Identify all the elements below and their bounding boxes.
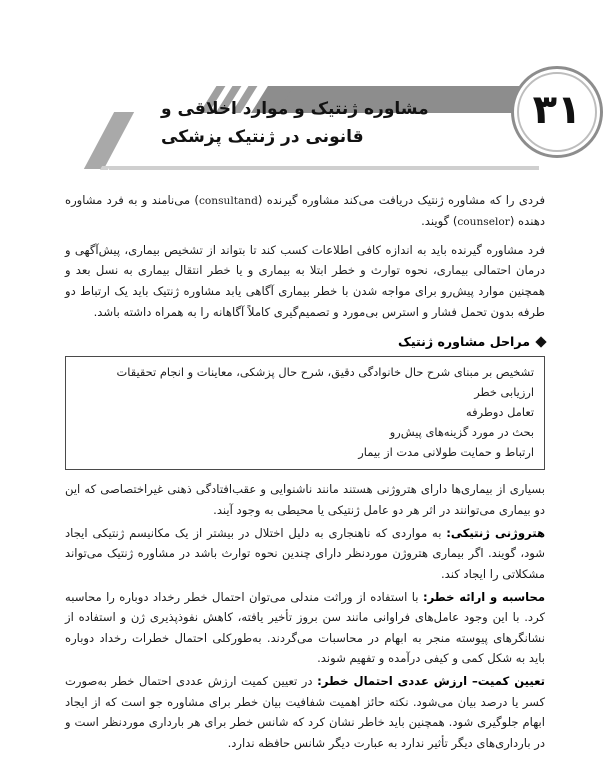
section-heading-label: مراحل مشاوره ژنتیک (397, 334, 530, 350)
list-item: بحث در مورد گزینه‌های پیش‌رو (389, 424, 534, 439)
term-counselor: counselor (457, 215, 510, 228)
paragraph-risk-quantification (65, 671, 545, 754)
paragraph-body-genetic-heterogeneity: به مواردی که ناهنجاری به دلیل اختلال در بیشتر از یک مکانیسم ژنتیکی ایجاد شود، گویند. اگر بیماری هتروژن موردنظر دارای چندین نحوه توارث باشد در مشاوره ژنتیک می‌تواند مشکلاتی را ایجاد کند. (65, 525, 545, 581)
paragraph-heterogeneity-intro: بسیاری از بیماری‌ها دارای هتروژنی هستند مانند ناشنوایی و عقب‌افتادگی ذهنی غیراختصاصی که این دو بیماری می‌توانند در اثر هر دو عامل ژنتیکی یا محیطی به وجود آیند. (65, 482, 545, 518)
paragraph-body-risk-quantification: در تعیین کمیت ارزش عددی احتمال خطر به‌صورت کسر یا درصد بیان می‌شود. نکته حائز اهمیت شفافیت بیان خطر برای مشاوره جو است که از ایجاد ابهام جلوگیری شود. همچنین باید خاطر نشان کرد که شانس خطر برای هر بارداری موردنظر است و در بارداری‌های دیگر تأثیر ندارد به عبارت دیگر شانس حافظه ندارد. (65, 674, 545, 750)
paragraph-1-part-3: ) گویند. (421, 213, 458, 228)
page-content (65, 190, 545, 754)
counseling-steps-list (76, 363, 534, 462)
paragraph-genetic-heterogeneity (65, 523, 545, 585)
counseling-steps-box (65, 356, 545, 470)
term-consultand: consultand (198, 195, 258, 207)
banner-bottom-rule (109, 166, 539, 170)
paragraph-definition (65, 190, 545, 232)
paragraph-1-part-2: ) می‌نامند و به فرد مشاوره دهنده ( (65, 193, 545, 228)
paragraph-body-risk-calculation: با استفاده از وراثت مندلی می‌توان احتمال خطر رخداد دوباره را محاسبه کرد. با این وجود عامل‌های فراوانی مانند سن بروز تأخیر یافته، کاهش نفوذپذیری ژن و استفاده از نشانگرهای پیوسته منجر به ابهام در محاسبات می‌گردند. به‌طورکلی احتمال خطرات رخداد دوباره باید به شکل کمی و کیفی درآمده و تفهیم شوند. (65, 589, 545, 666)
paragraph-1-part-1: فردی را که مشاوره ژنتیک دریافت می‌کند مشاوره گیرنده ( (257, 193, 545, 207)
diamond-bullet-icon (535, 336, 546, 347)
paragraph-lead-risk-quantification: تعیین کمیت– ارزش عددی احتمال خطر: (317, 674, 545, 689)
list-item: ارتباط و حمایت طولانی مدت از بیمار (358, 444, 534, 459)
chapter-number: ۳۱ (532, 87, 582, 133)
banner-diagonal-accent (84, 112, 134, 169)
paragraph-lead-risk-calculation: محاسبه و ارائه خطر: (422, 589, 545, 604)
paragraph-counselee-requirements: فرد مشاوره گیرنده باید به اندازه کافی اطلاعات کسب کند تا بتواند از تشخیص بیماری، پیش‌آگهی و درمان احتمالی بیماری، نحوه توارث و خطر ابتلا به بیماری و یا خطر انتقال بیماری به نسل بعد و همچنین موارد پیش‌رو برای مواجه شدن با خطر بیماری آگاهی یابد مشاوره ژنتیک باید یک ارتباط دو طرفه بدون تحمل فشار و استرس بی‌مورد و تصمیم‌گیری کاملاً آگاهانه را به همراه داشته باشد. (65, 242, 545, 319)
chapter-title-line-2: قانونی در ژنتیک پزشکی (161, 126, 364, 147)
chapter-badge-inner-ring (517, 72, 597, 152)
chapter-banner (0, 66, 611, 184)
list-item: تشخیص بر مبنای شرح حال خانوادگی دقیق، شرح حال پزشکی، معاینات و انجام تحقیقات (116, 365, 534, 380)
paragraph-risk-calculation (65, 587, 545, 670)
chapter-title (161, 96, 507, 151)
list-item: ارزیابی خطر (474, 385, 534, 400)
paragraph-lead-genetic-heterogeneity: هتروژنی ژنتیکی: (446, 525, 546, 540)
list-item: تعامل دوطرفه (466, 404, 534, 419)
section-heading-counseling-steps (65, 334, 545, 349)
chapter-number-badge (511, 66, 603, 158)
chapter-title-line-1: مشاوره ژنتیک و موارد اخلاقی و (161, 99, 429, 119)
